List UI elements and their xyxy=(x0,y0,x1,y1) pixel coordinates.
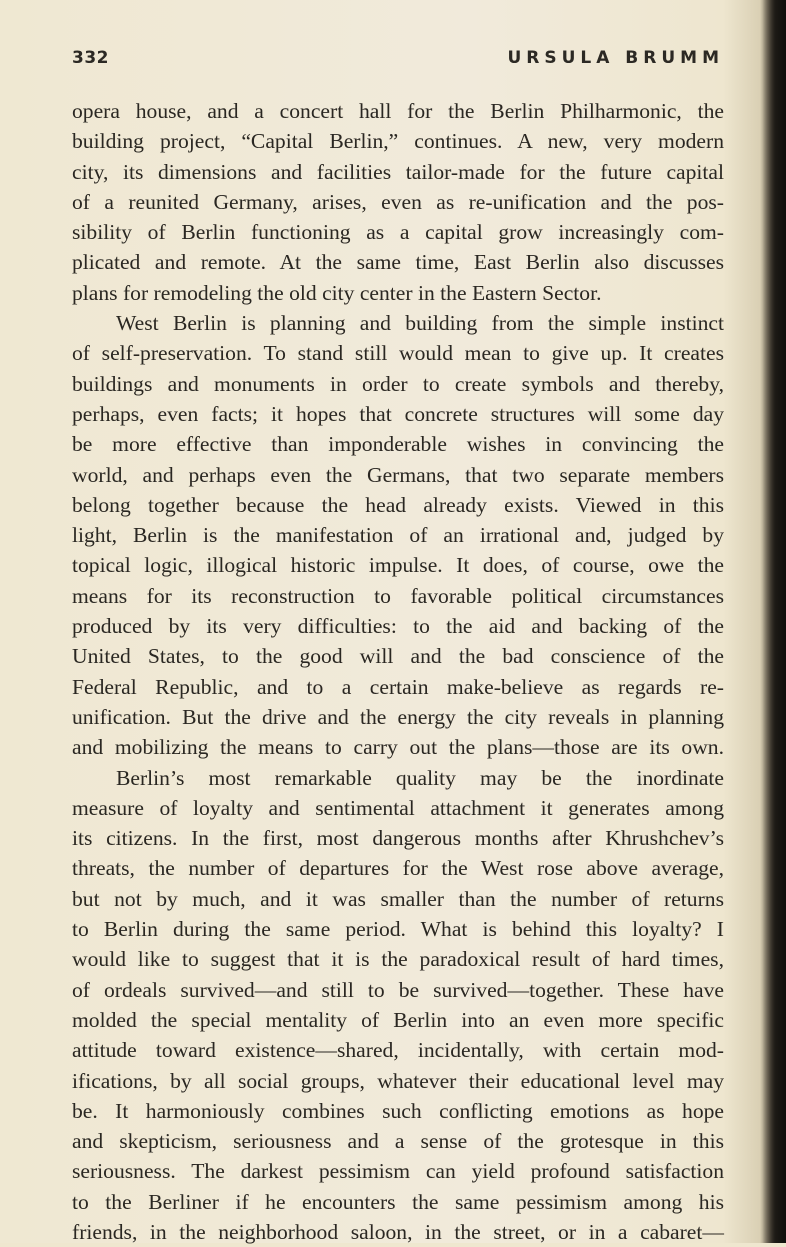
text-line: and mobilizing the means to carry out the plans—those are its own. xyxy=(72,735,724,760)
text-line: light, Berlin is the manifestation of an irrational and, judged by xyxy=(72,523,724,548)
text-line: attitude toward existence—shared, incidentally, with certain mod- xyxy=(72,1038,724,1063)
text-line: building project, “Capital Berlin,” continues. A new, very modern xyxy=(72,129,724,154)
text-line: United States, to the good will and the bad conscience of the xyxy=(72,644,724,669)
text-line: but not by much, and it was smaller than the number of returns xyxy=(72,886,724,911)
text-line: world, and perhaps even the Germans, that two separate members xyxy=(72,462,724,487)
text-line: seriousness. The darkest pessimism can yield profound satisfaction xyxy=(72,1159,724,1184)
page-header xyxy=(72,48,724,76)
page-number: 332 xyxy=(72,48,109,68)
paragraph xyxy=(72,308,724,762)
text-line: plans for remodeling the old city center in the Eastern Sector. xyxy=(72,280,602,305)
book-spine-shadow xyxy=(760,0,786,1243)
paragraph xyxy=(72,763,724,1247)
running-head: URSULA BRUMM xyxy=(507,48,724,68)
text-line: West Berlin is planning and building from the simple instinct xyxy=(116,311,724,336)
text-line: opera house, and a concert hall for the Berlin Philharmonic, the xyxy=(72,99,724,123)
text-line: threats, the number of departures for the West rose above average, xyxy=(72,856,724,881)
text-line: Berlin’s most remarkable quality may be the inordinate xyxy=(116,765,724,790)
text-line: and skepticism, seriousness and a sense of the grotesque in this xyxy=(72,1129,724,1154)
text-line: buildings and monuments in order to create symbols and thereby, xyxy=(72,371,724,396)
text-line: to the Berliner if he encounters the same pessimism among his xyxy=(72,1189,724,1214)
text-line: plicated and remote. At the same time, East Berlin also discusses xyxy=(72,250,724,275)
text-line: molded the special mentality of Berlin into an even more specific xyxy=(72,1007,724,1032)
paragraph xyxy=(72,96,724,308)
text-line: belong together because the head already exists. Viewed in this xyxy=(72,492,724,517)
text-line: to Berlin during the same period. What is behind this loyalty? I xyxy=(72,917,724,942)
text-line: be more effective than imponderable wishes in convincing the xyxy=(72,432,724,457)
text-line: topical logic, illogical historic impulse. It does, of course, owe the xyxy=(72,553,724,578)
text-line: of self-preservation. To stand still would mean to give up. It creates xyxy=(72,341,724,366)
text-line: perhaps, even facts; it hopes that concrete structures will some day xyxy=(72,401,724,426)
text-line: of a reunited Germany, arises, even as re-unification and the pos- xyxy=(72,189,724,214)
text-line: of ordeals survived—and still to be survived—together. These have xyxy=(72,977,724,1002)
text-line: Federal Republic, and to a certain make-believe as regards re- xyxy=(72,674,724,699)
text-line: sibility of Berlin functioning as a capital grow increasingly com- xyxy=(72,220,724,245)
text-line: produced by its very difficulties: to the aid and backing of the xyxy=(72,614,724,639)
text-line: measure of loyalty and sentimental attachment it generates among xyxy=(72,795,724,820)
text-line: means for its reconstruction to favorable political circumstances xyxy=(72,583,724,608)
text-line: ifications, by all social groups, whatever their educational level may xyxy=(72,1068,724,1093)
text-line: its citizens. In the first, most dangerous months after Khrushchev’s xyxy=(72,826,724,851)
text-line: unification. But the drive and the energy the city reveals in planning xyxy=(72,704,724,729)
body-text xyxy=(72,96,724,1247)
text-line: would like to suggest that it is the paradoxical result of hard times, xyxy=(72,947,724,972)
text-line: be. It harmoniously combines such conflicting emotions as hope xyxy=(72,1098,724,1123)
text-line: friends, in the neighborhood saloon, in the street, or in a cabaret— xyxy=(72,1219,724,1244)
text-line: city, its dimensions and facilities tailor-made for the future capital xyxy=(72,159,724,184)
